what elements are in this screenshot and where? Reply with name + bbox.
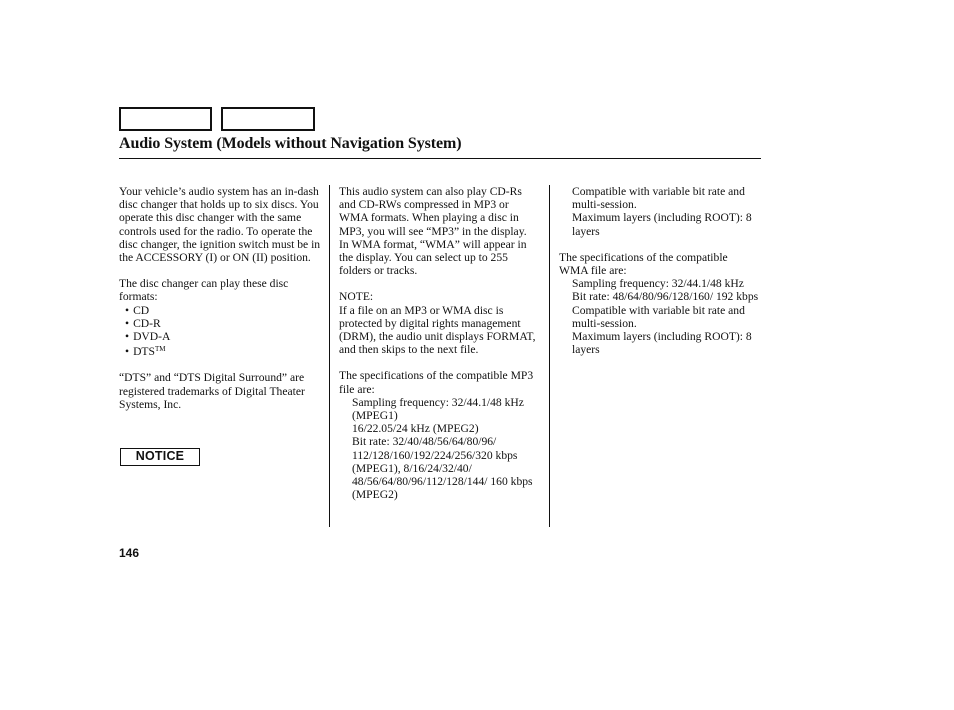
page-number: 146 xyxy=(119,546,140,560)
trademark-mark: TM xyxy=(154,345,166,354)
formats-intro: The disc changer can play these disc formats: xyxy=(119,277,289,304)
trademark-paragraph: “DTS” and “DTS Digital Surround” are registered trademarks of Digital Theater Systems, Inc. xyxy=(119,371,305,411)
intro-paragraph: Your vehicle’s audio system has an in-dash disc changer that holds up to six discs. You operate this disc changer with the same controls used for the radio. To operate the disc changer, the ignition switch must be in the ACCESSORY (I) or ON (II) position. xyxy=(119,185,321,265)
wma-spec-sampling: Sampling frequency: 32/44.1/48 kHz xyxy=(572,277,744,291)
mp3-spec-layers: Maximum layers (including ROOT): 8 layers xyxy=(572,211,752,238)
formats-list xyxy=(119,304,324,359)
note-paragraph: If a file on an MP3 or WMA disc is protected by digital rights management (DRM), the audio unit displays FORMAT, and then skips to the next file. xyxy=(339,303,536,357)
mp3-spec-vbr: Compatible with variable bit rate and multi-session. xyxy=(572,185,745,212)
notice-label: NOTICE xyxy=(120,448,200,466)
mp3-spec-sampling: Sampling frequency: 32/44.1/48 kHz (MPEG1) xyxy=(352,395,524,423)
wma-spec-bitrate: Bit rate: 48/64/80/96/128/160/ 192 kbps xyxy=(572,290,759,304)
column-1 xyxy=(119,185,324,424)
title-rule xyxy=(119,158,761,159)
list-item: • CD-R xyxy=(125,317,324,330)
header-tab-box-left xyxy=(119,107,212,131)
list-item: • DTS™ xyxy=(125,343,324,358)
mp3-spec-intro: The specifications of the compatible MP3 file are: xyxy=(339,369,534,396)
wma-spec-intro: The specifications of the compatible WMA file are: xyxy=(559,250,728,278)
wma-spec-layers: Maximum layers (including ROOT): 8 layers xyxy=(572,330,752,357)
page-title: Audio System (Models without Navigation System) xyxy=(119,135,462,152)
mp3-wma-paragraph: This audio system can also play CD-Rs and CD-RWs compressed in MP3 or WMA formats. When playing a disc in MP3, you will see “MP3” in the display. In WMA format, “WMA” will appear in the display. You can select up to 255 folders or tracks. xyxy=(339,185,527,278)
wma-spec-vbr: Compatible with variable bit rate and multi-session. xyxy=(572,303,745,330)
header-tab-box-right xyxy=(221,107,315,131)
column-divider-2 xyxy=(549,185,550,527)
column-divider-1 xyxy=(329,185,330,527)
list-item: • DVD-A xyxy=(125,330,324,343)
column-2 xyxy=(339,185,539,501)
list-item: • CD xyxy=(125,304,324,317)
note-heading: NOTE: xyxy=(339,290,374,304)
mp3-spec-sampling-mpeg2: 16/22.05/24 kHz (MPEG2) xyxy=(352,422,479,436)
mp3-spec-bitrate: Bit rate: 32/40/48/56/64/80/96/ 112/128/160/192/224/256/320 kbps (MPEG1), 8/16/24/32/40/ 48/56/64/80/96/112/128/144/ 160 kbps (MPEG2) xyxy=(352,435,533,502)
column-3 xyxy=(559,185,759,356)
